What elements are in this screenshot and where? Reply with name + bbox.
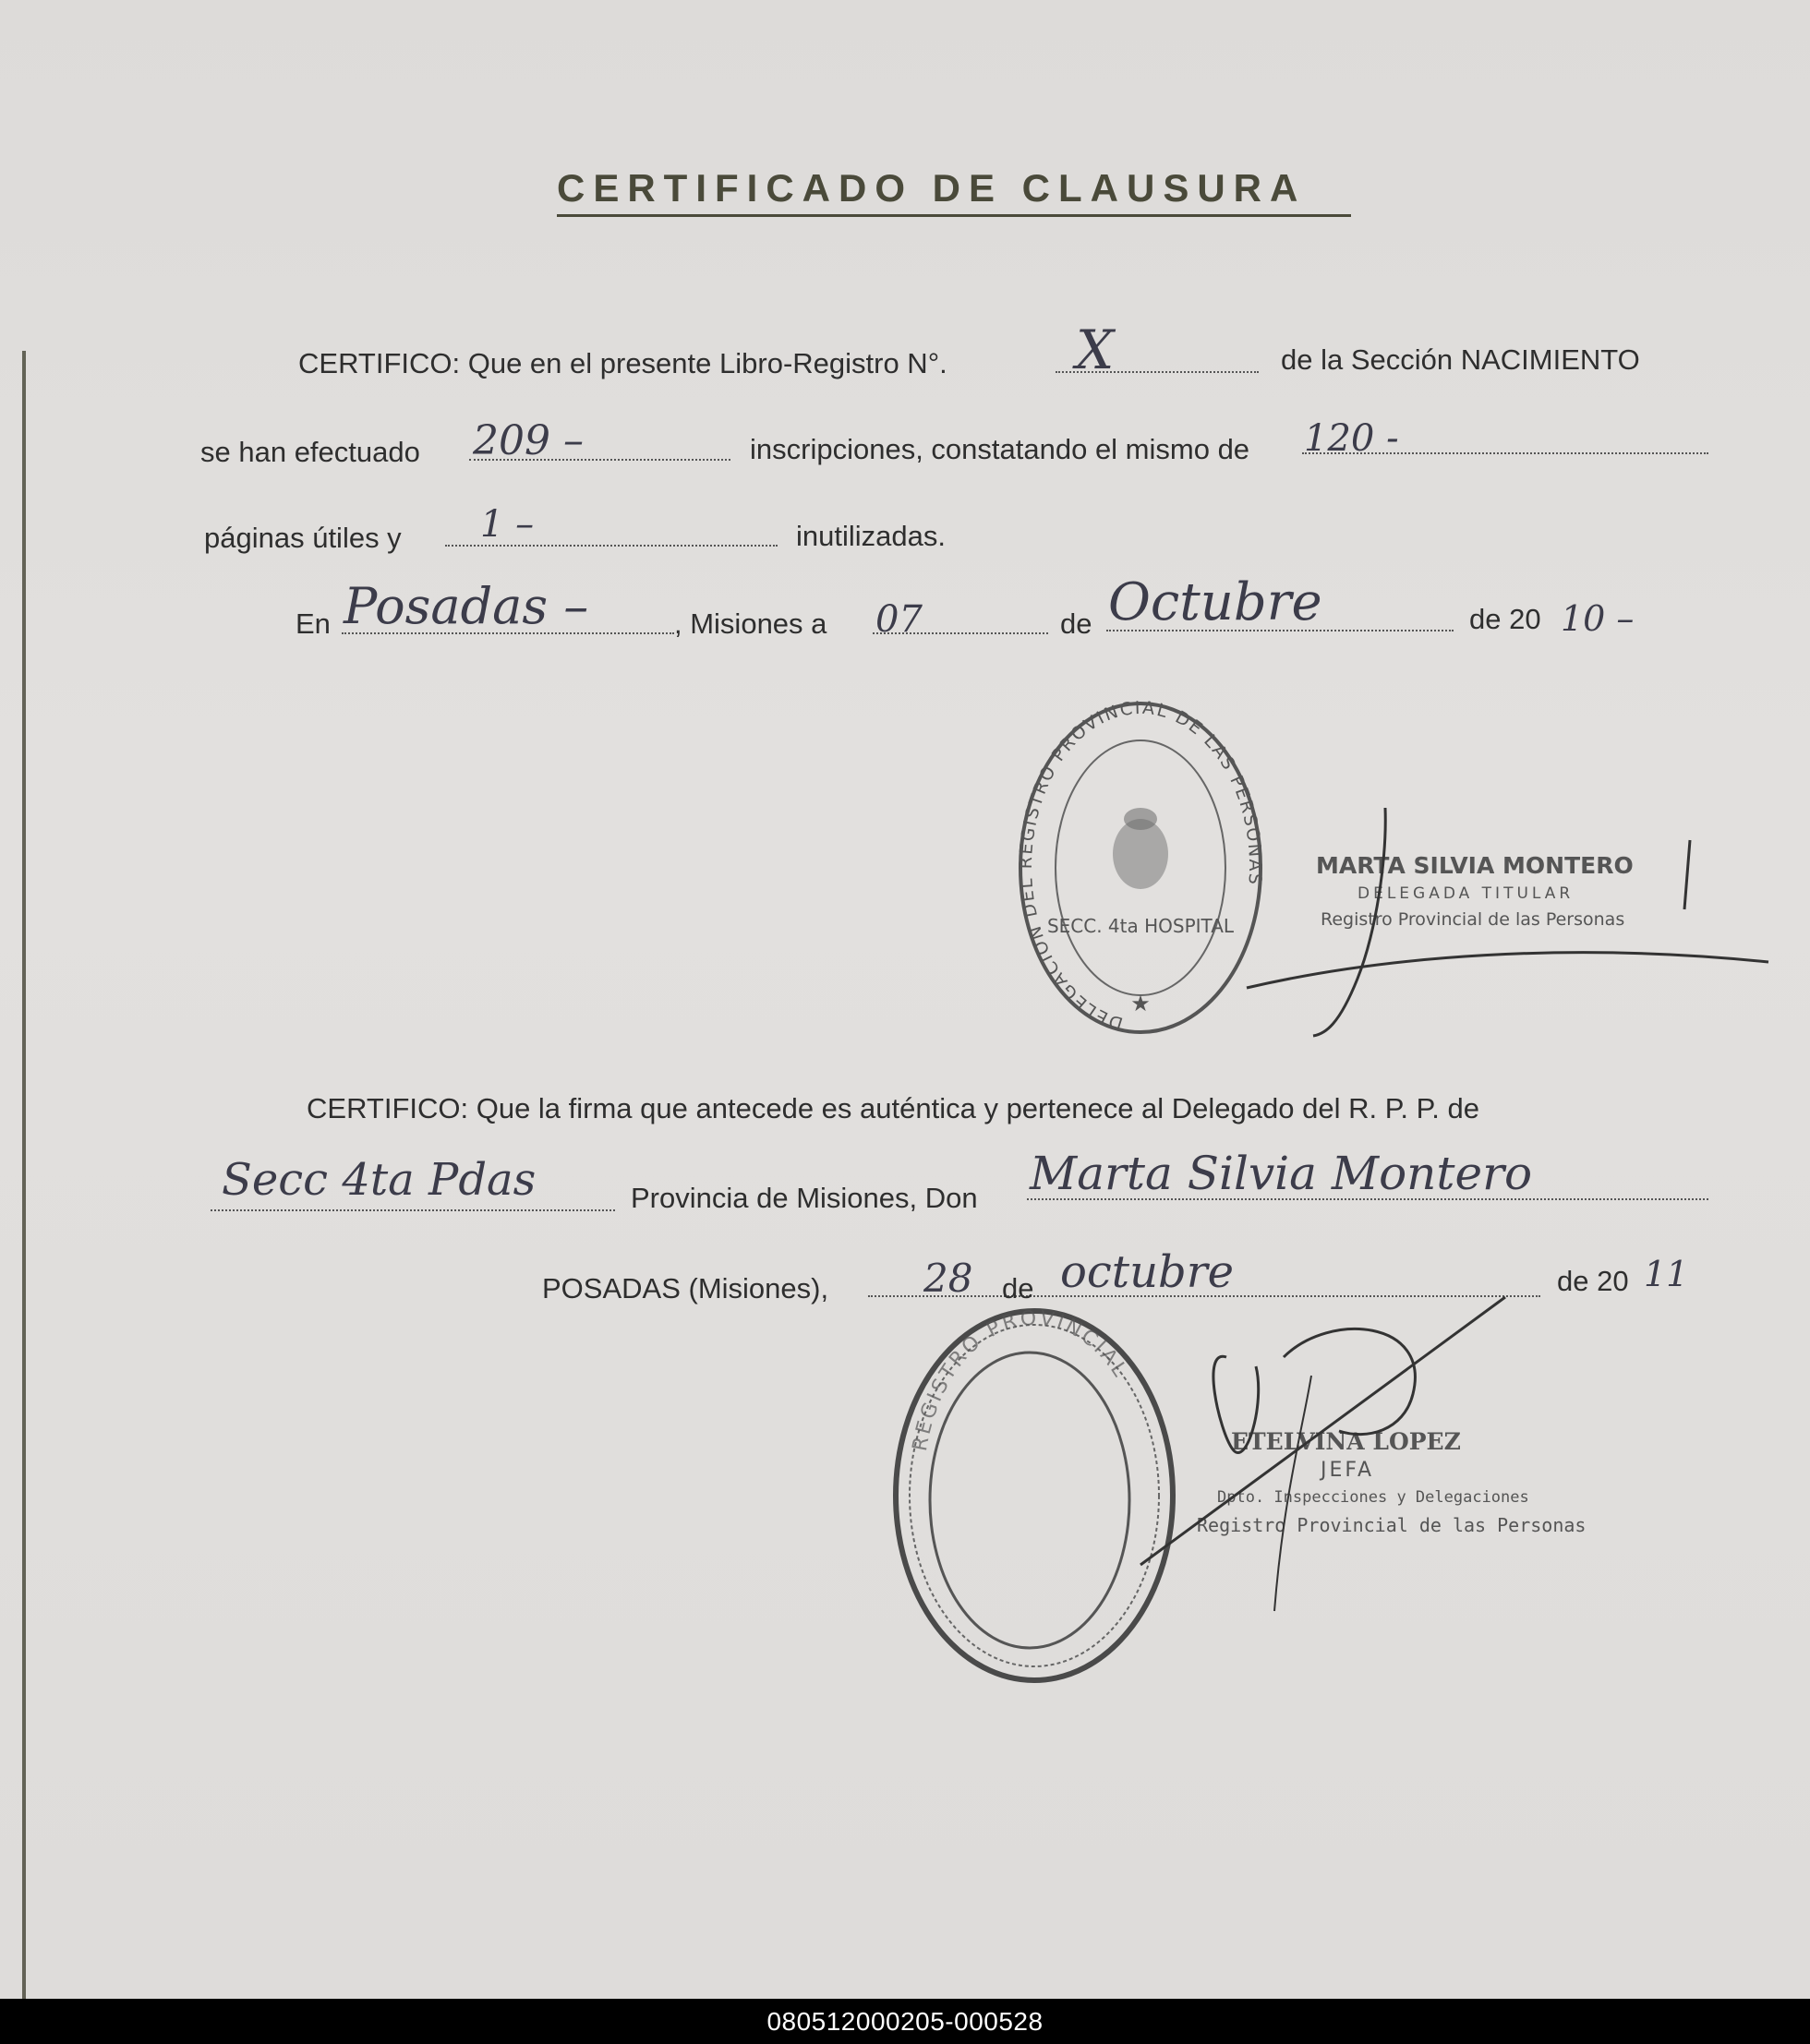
stamp1-inner-text: SECC. 4ta HOSPITAL [1046,915,1235,937]
inscripciones-handwritten: 209 – [473,417,584,464]
signature1-org: Registro Provincial de las Personas [1321,909,1625,930]
para2-line2-text: Provincia de Misiones, Don [631,1182,978,1214]
anio-handwritten: 10 – [1561,598,1635,639]
document-id-code: 080512000205-000528 [766,2006,1044,2036]
signature1-name: MARTA SILVIA MONTERO [1316,852,1634,879]
para1-line3-text: páginas útiles y [204,522,402,554]
stamp1-ring-text: DELEGACION DEL REGISTRO PROVINCIAL DE LAS PERSONAS [1015,697,1266,1034]
stamp2-ring-text: REGISTRO PROVINCIAL [908,1306,1133,1453]
official-stamp-1 [1014,697,1268,1039]
paginas-handwritten: 120 - [1304,417,1399,460]
footer-bar [0,1999,1810,2044]
para2-line1-text: CERTIFICO: Que la firma que antecede es auténtica y pertenece al Delegado del R. P. P. de [307,1092,1480,1124]
para1-line4-de: de [1060,607,1092,640]
para1-line3-inutilizadas: inutilizadas. [796,520,946,552]
anio2-handwritten: 11 [1644,1254,1689,1294]
signature2-dept: Dpto. Inspecciones y Delegaciones [1217,1488,1529,1507]
para2-line3-text: POSADAS (Misiones), [542,1272,829,1305]
para2-line3-de20: de 20 [1557,1265,1629,1297]
star-icon: ★ [1130,991,1151,1016]
signature1-scribble [1237,803,1773,1043]
lugar-handwritten: Posadas – [344,577,589,635]
para1-line4-de20: de 20 [1469,603,1541,635]
signature2-role: JEFA [1321,1459,1375,1482]
mes2-handwritten: octubre [1060,1246,1235,1298]
mes-handwritten: Octubre [1108,572,1322,632]
signature2-org: Registro Provincial de las Personas [1197,1514,1587,1536]
para2-line3-de: de [1002,1272,1034,1305]
signature2-name: ETELVINA LOPEZ [1231,1428,1461,1455]
libro-number-handwritten: X [1076,319,1115,381]
inutilizadas-handwritten: 1 – [480,503,535,546]
para1-line1-seccion: de la Sección NACIMIENTO [1281,343,1640,376]
para1-line1-text: CERTIFICO: Que en el presente Libro-Registro N°. [298,347,947,379]
dia2-handwritten: 28 [923,1256,973,1301]
signature2-scribble [1127,1293,1514,1616]
title-underline [557,214,1351,217]
binding-edge [22,351,26,1999]
dia-handwritten: 07 [875,598,923,641]
para1-line2-constatando: inscripciones, constatando el mismo de [750,433,1250,465]
para1-line2-text: se han efectuado [200,436,420,468]
document-title: CERTIFICADO DE CLAUSURA [557,166,1307,210]
signature1-role: DELEGADA TITULAR [1358,884,1575,903]
para1-line4-en: En [296,607,331,640]
nombre-handwritten: Marta Silvia Montero [1030,1147,1533,1200]
coat-of-arms-icon [1113,808,1168,889]
seccion-handwritten: Secc 4ta Pdas [222,1154,537,1206]
seccion-field [211,1209,615,1211]
para1-line4-misiones: , Misiones a [674,607,827,640]
